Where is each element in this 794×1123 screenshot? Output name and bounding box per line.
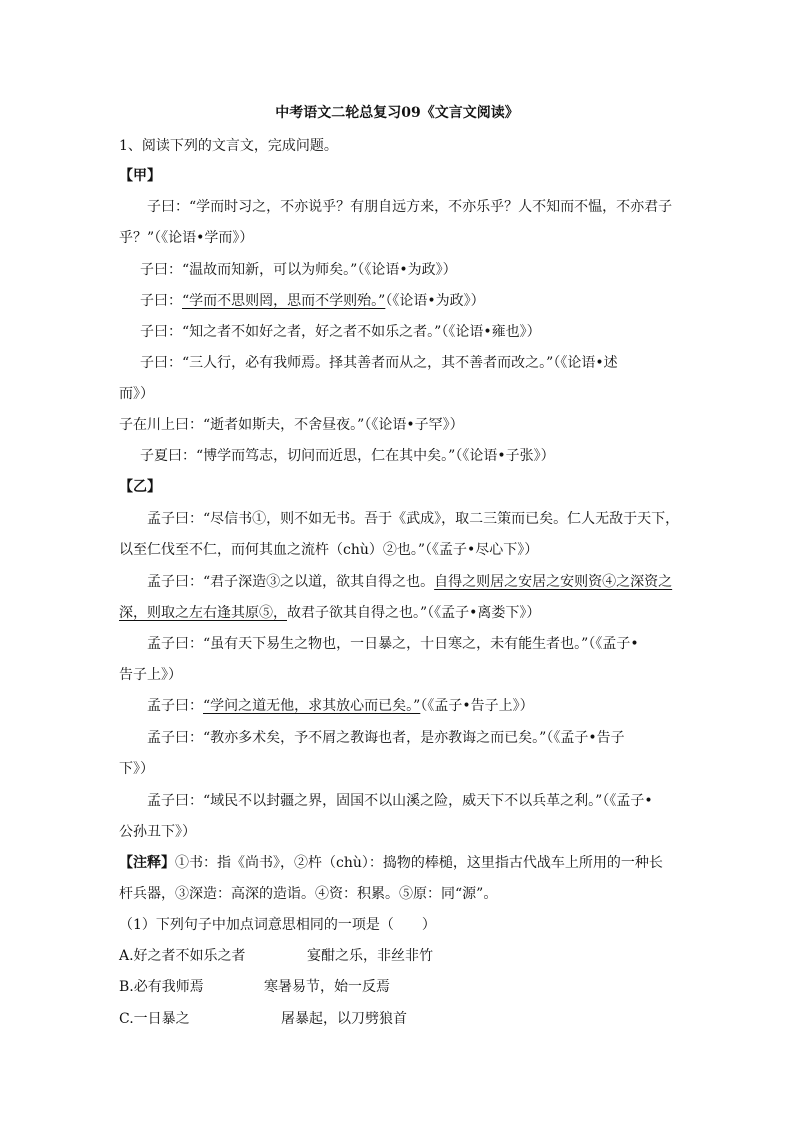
notes-cont: 杆兵器，③深造：高深的造诣。④资：积累。⑤原：同“源”。 bbox=[119, 886, 498, 902]
yi-entry-6: 孟子曰：“域民不以封疆之界，固国不以山溪之险，威天下不以兵革之利。”（《孟子• bbox=[147, 793, 653, 809]
notes: 【注释】①书：指《尚书》，②杵（chù）：捣物的棒槌，这里指古代战车上所用的一种长 bbox=[119, 855, 663, 871]
jia-entry-1: 子曰：“学而时习之，不亦说乎？有朋自远方来，不亦乐乎？人不知而不愠，不亦君子 bbox=[147, 199, 673, 215]
yi-entry-4: 孟子曰：“学问之道无他，求其放心而已矣。”（《孟子•告子上》） bbox=[147, 698, 534, 714]
option-c: C.一日暴之 屠暴起，以刀劈狼首 bbox=[119, 1011, 407, 1027]
yi-entry-2: 孟子曰：“君子深造③之以道，欲其自得之也。自得之则居之安居之安则资④之深资之 bbox=[147, 574, 673, 590]
option-b: B.必有我师焉 寒暑易节，始一反焉 bbox=[119, 979, 390, 995]
underlined-sentence: “学而不思则罔，思而不学则殆。” bbox=[182, 293, 386, 309]
yi-entry-1: 孟子曰：“尽信书①，则不如无书。吾于《武成》，取二三策而已矣。仁人无敌于天下， bbox=[147, 511, 680, 527]
sub-question-1: （1）下列句子中加点词意思相同的一项是（ ） bbox=[119, 917, 436, 933]
jia-entry-4: 子曰：“知之者不如好之者，好之者不如乐之者。”（《论语•雍也》） bbox=[140, 324, 541, 340]
section-yi-label: 【乙】 bbox=[119, 479, 161, 495]
yi-entry-5: 孟子曰：“教亦多术矣，予不屑之教诲也者，是亦教诲之而已矣。”（《孟子•告子 bbox=[147, 730, 625, 746]
question-1: 1、阅读下列的文言文，完成问题。 bbox=[119, 138, 338, 154]
underlined-sentence: “学问之道无他，求其放心而已矣。” bbox=[203, 698, 421, 714]
yi-entry-5-cont: 下》） bbox=[119, 761, 154, 777]
jia-entry-5: 子曰：“三人行，必有我师焉。择其善者而从之，其不善者而改之。”（《论语•述 bbox=[140, 355, 618, 371]
jia-entry-6: 子在川上曰：“逝者如斯夫，不舍昼夜。”（《论语•子罕》） bbox=[119, 417, 464, 433]
underlined-sentence-cont: 深，则取之左右逢其原⑤， bbox=[119, 605, 287, 621]
jia-entry-2: 子曰：“温故而知新，可以为师矣。”（《论语•为政》） bbox=[140, 262, 457, 278]
option-a: A.好之者不如乐之者 宴酣之乐，非丝非竹 bbox=[119, 948, 433, 964]
jia-entry-5-cont: 而》） bbox=[119, 386, 154, 402]
notes-label: 【注释】 bbox=[119, 855, 175, 871]
jia-entry-1-cont: 乎？”（《论语•学而》） bbox=[119, 230, 254, 246]
yi-entry-2-cont: 深，则取之左右逢其原⑤，故君子欲其自得之也。”（《孟子•离娄下》） bbox=[119, 605, 541, 621]
jia-entry-3: 子曰：“学而不思则罔，思而不学则殆。”（《论语•为政》） bbox=[140, 293, 485, 309]
jia-entry-7: 子夏曰：“博学而笃志，切问而近思，仁在其中矣。”（《论语•子张》） bbox=[140, 448, 555, 464]
underlined-sentence: 自得之则居之安居之安则资④之深资之 bbox=[434, 574, 673, 590]
section-jia-label: 【甲】 bbox=[119, 168, 161, 184]
yi-entry-3: 孟子曰：“虽有天下易生之物也，一日暴之，十日寒之，未有能生者也。”（《孟子• bbox=[147, 636, 639, 652]
page-title: 中考语文二轮总复习09《文言文阅读》 bbox=[275, 105, 519, 121]
yi-entry-3-cont: 告子上》） bbox=[119, 667, 182, 683]
yi-entry-1-cont: 以至仁伐至不仁，而何其血之流杵（chù）②也。”（《孟子•尽心下》） bbox=[119, 542, 539, 558]
yi-entry-6-cont: 公孙丑下》） bbox=[119, 824, 196, 840]
